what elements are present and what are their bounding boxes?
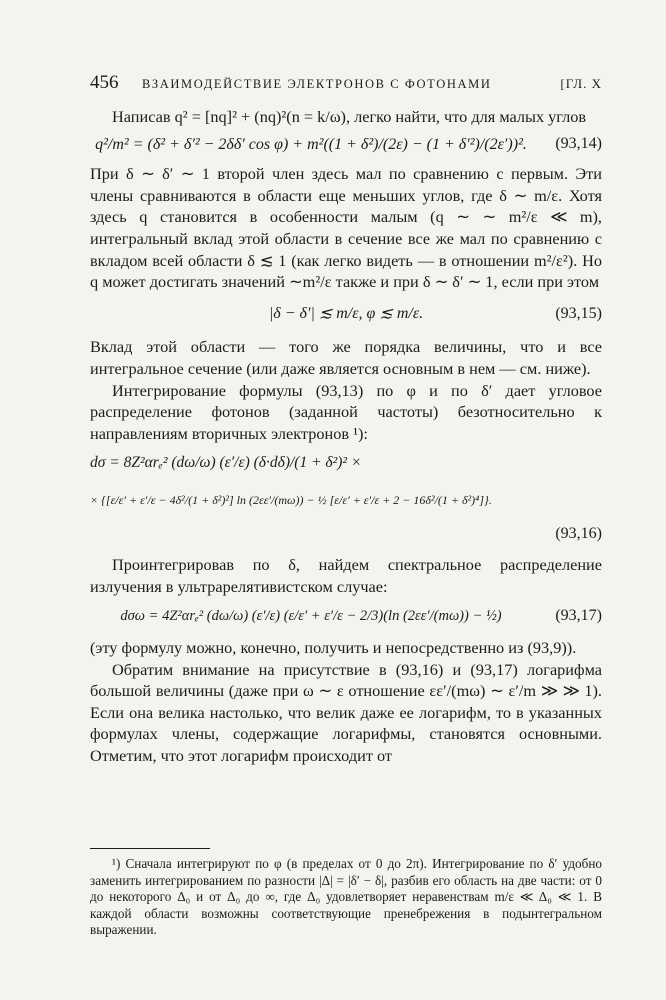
- chapter-label: [ГЛ. X: [560, 76, 602, 91]
- footnote-text: ¹) Сначала интегрируют по φ (в пределах от 0 до 2π). Интегрирование по δ′ удобно заменить интегрированием по разности |Δ| = |δ′ − δ|, разбив его область на две части: от 0 до некоторого Δ₀ и от Δ₀ до ∞, где Δ₀ удовлетворяет неравенствам m/ε ≪ Δ₀ ≪ 1. В каждой области возможны соответствующие пренебрежения в подынтегральном выражении.: [90, 856, 602, 938]
- equation-number: (93,15): [555, 304, 602, 322]
- equation-number: (93,16): [555, 524, 602, 542]
- paragraph: При δ ∼ δ′ ∼ 1 второй член здесь мал по сравнению с первым. Эти члены сравниваются в области еще меньших углов, где δ ∼ m/ε. Хотя здесь q становится в особенности малым (q ∼ ∼ m²/ε ≪ m), интегральный вклад этой области в сечение все же мал по сравнению с вкладом всей области δ ≲ 1 (как легко видеть — в отношении m²/ε²). Но q может достигать значений ∼m²/ε также и при δ ∼ δ′ ∼ 1, если при этом: [90, 164, 602, 292]
- running-header: [90, 72, 602, 94]
- equation-number: (93,14): [555, 135, 602, 153]
- equation-93-16: [90, 452, 602, 544]
- paragraph: Интегрирование формулы (93,13) по φ и по δ′ дает угловое распределение фотонов (заданной частоты) безотносительно к направлениям вторичных электронов ¹):: [90, 380, 602, 443]
- equation-number: (93,17): [555, 607, 602, 625]
- paragraph: Проинтегрировав по δ, найдем спектральное распределение излучения в ультрарелятивистском случае:: [90, 555, 602, 596]
- main-text: [90, 106, 602, 767]
- equation-93-15: [90, 303, 602, 325]
- equation-93-17: [90, 606, 602, 628]
- equation-body: q²/m² = (δ² + δ′² − 2δδ′ cos φ) + m²((1 + δ²)/(2ε) − (1 + δ′²)/(2ε′))².: [95, 135, 527, 153]
- paragraph: Написав q² = [nq]² + (nq)²(n = k/ω), легко найти, что для малых углов: [112, 107, 587, 126]
- footnote: [90, 856, 602, 939]
- equation-93-14: [90, 134, 602, 156]
- equation-body: |δ − δ′| ≲ m/ε, φ ≲ m/ε.: [268, 304, 424, 322]
- paragraph: (эту формулу можно, конечно, получить и непосредственно из (93,9)).: [90, 638, 577, 658]
- page-number: 456: [90, 72, 119, 93]
- equation-line-2: × {[ε/ε′ + ε′/ε − 4δ²/(1 + δ²)²] ln (2εε′/(mω)) − ½ [ε/ε′ + ε′/ε + 2 − 16δ²/(1 + δ²)⁴]}.: [90, 492, 492, 507]
- running-title: ВЗАИМОДЕЙСТВИЕ ЭЛЕКТРОНОВ С ФОТОНАМИ: [142, 77, 492, 91]
- equation-line-1: dσ = 8Z²αrₑ² (dω/ω) (ε′/ε) (δ·dδ)/(1 + δ²)² ×: [90, 454, 362, 472]
- paragraph: Вклад этой области — того же порядка величины, что и все интегральное сечение (или даже является основным в нем — см. ниже).: [90, 337, 602, 378]
- footnote-rule: [90, 848, 210, 849]
- equation-body: dσω = 4Z²αrₑ² (dω/ω) (ε′/ε) (ε/ε′ + ε′/ε − 2/3)(ln (2εε′/(mω)) − ½): [120, 607, 502, 624]
- paragraph: Обратим внимание на присутствие в (93,16) и (93,17) логарифма большой величины (даже при ω ∼ ε отношение εε′/(mω) ∼ ε′/m ≫ ≫ 1). Если она велика настолько, что велик даже ее логарифм, то в указанных формулах члены, содержащие логарифмы, становятся основными. Отметим, что этот логарифм происходит от: [90, 659, 602, 766]
